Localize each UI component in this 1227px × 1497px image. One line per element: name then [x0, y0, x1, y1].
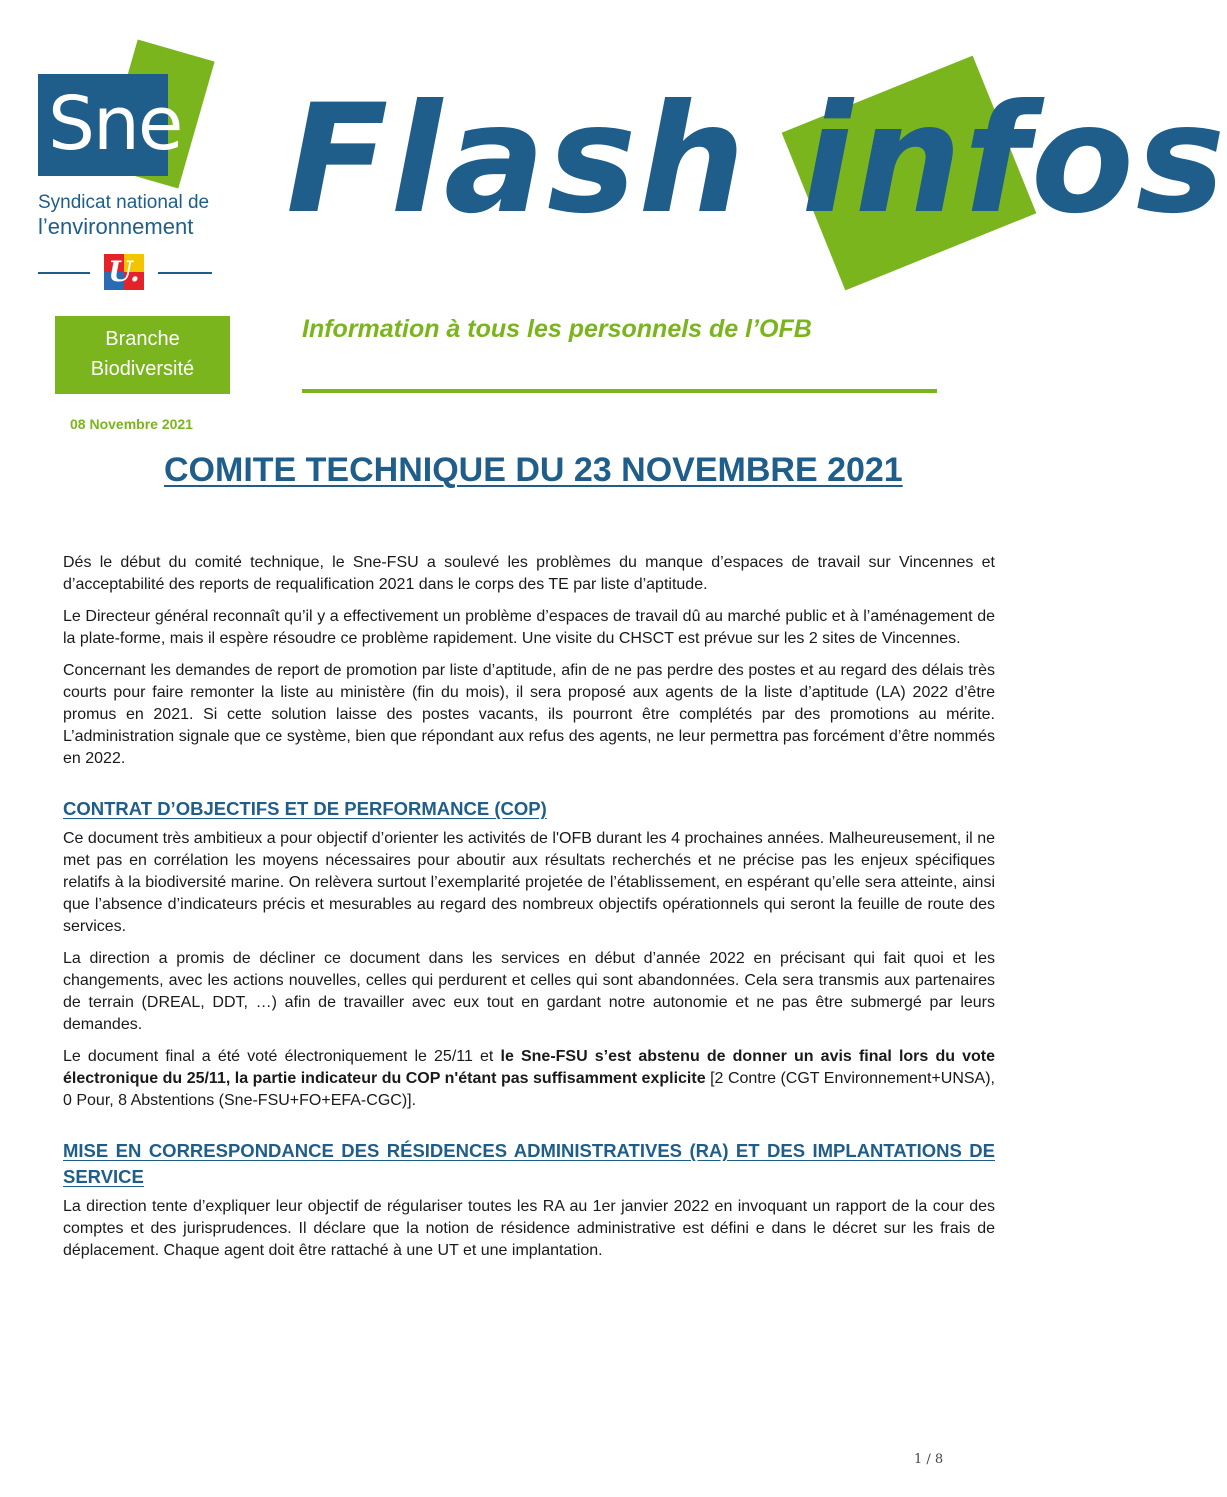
document-body	[63, 552, 995, 1272]
tagline: Information à tous les personnels de l’OFB	[302, 315, 812, 343]
logo-name-line2: l’environnement	[38, 214, 194, 239]
branch-line2: Biodiversité	[90, 358, 195, 380]
section1-p3-bold: le Sne-FSU s’est abstenu de donner un avis final lors du vote électronique du 25/11, la partie indicateur du COP n'étant pas suffisamment explicite	[63, 1048, 996, 1087]
page-title: COMITE TECHNIQUE DU 23 NOVEMBRE 2021	[164, 451, 903, 489]
logo-name-line1: Syndicat national de	[38, 192, 210, 213]
branch-line1: Branche	[105, 328, 180, 350]
logo-rule-right	[158, 272, 212, 274]
intro-paragraph-3: Concernant les demandes de report de promotion par liste d’aptitude, afin de ne pas perdre des postes et au regard des délais très courts pour faire remonter la liste au ministère (fin du mois), il sera proposé aux agents de la liste d’aptitude (LA) 2022 d’être promus en 2021. Si cette solution laisse des postes vacants, ils pourront être complétés par des promotions au mérite. L’administration signale que ce système, bien que répondant aux refus des agents, ne leur permettra pas forcément d’être nommés en 2022.	[63, 662, 995, 767]
section1-p3-start: Le document final a été voté électroniquement le 25/11 et	[63, 1048, 501, 1065]
section1-p3-end: [2 Contre (CGT Environnement+UNSA), 0 Pour, 8 Abstentions (Sne-FSU+FO+EFA-CGC)].	[63, 1070, 995, 1109]
intro-paragraph-2: Le Directeur général reconnaît qu’il y a effectivement un problème d’espaces de travail dû au marché public et à l’aménagement de la plate-forme, mais il espère résoudre ce problème rapidement. Une visite du CHSCT est prévue sur les 2 sites de Vincennes.	[63, 608, 995, 647]
fsu-badge-icon: U.	[104, 254, 144, 290]
section2-heading: MISE EN CORRESPONDANCE DES RÉSIDENCES ADMINISTRATIVES (RA) ET DES IMPLANTATIONS DE SERVICE	[63, 1140, 995, 1187]
logo-mark: Sne	[48, 81, 182, 167]
logo-rule-left	[38, 272, 90, 274]
branch-box	[55, 316, 230, 394]
section2-paragraph-1: La direction tente d’expliquer leur objectif de régulariser toutes les RA au 1er janvier 2022 en invoquant un rapport de la cour des comptes et des jurisprudences. Il déclare que la notion de résidence administrative est défini e dans le décret sur les frais de déplacement. Chaque agent doit être rattaché à une UT et une implantation.	[63, 1198, 995, 1259]
tagline-rule	[302, 389, 937, 393]
section1-heading: CONTRAT D’OBJECTIFS ET DE PERFORMANCE (COP)	[63, 798, 547, 819]
section1-paragraph-2: La direction a promis de décliner ce document dans les services en début d’année 2022 en précisant qui fait quoi et les changements, avec les actions nouvelles, celles qui perdurent et celles qui sont abandonnées. Cela sera transmis aux partenaires de terrain (DREAL, DDT, …) afin de travailler avec eux tout en gardant notre autonomie et ne pas être submergé par leurs demandes.	[63, 950, 995, 1033]
section1-paragraph-3	[63, 1046, 995, 1112]
banner-title: Flash infos	[286, 73, 1227, 247]
intro-paragraph-1: Dés le début du comité technique, le Sne-FSU a soulevé les problèmes du manque d’espaces de travail sur Vincennes et d’acceptabilité des reports de requalification 2021 dans le corps des TE par liste d’aptitude.	[63, 554, 995, 593]
issue-date: 08 Novembre 2021	[70, 416, 193, 432]
page-number: 1 / 8	[914, 1452, 944, 1467]
section1-paragraph-1: Ce document très ambitieux a pour objectif d’orienter les activités de l'OFB durant les 4 prochaines années. Malheureusement, il ne met pas en corrélation les moyens nécessaires pour aboutir aux résultats recherchés et ne précise pas les enjeux spécifiques relatifs à la biodiversité marine. On relèvera surtout l’exemplarité projetée de l’établissement, en espérant qu’elle sera atteinte, ainsi que l’absence d’indicateurs précis et mesurables au regard des nombreux objectifs opérationnels qui seront la feuille de route des services.	[63, 830, 995, 935]
